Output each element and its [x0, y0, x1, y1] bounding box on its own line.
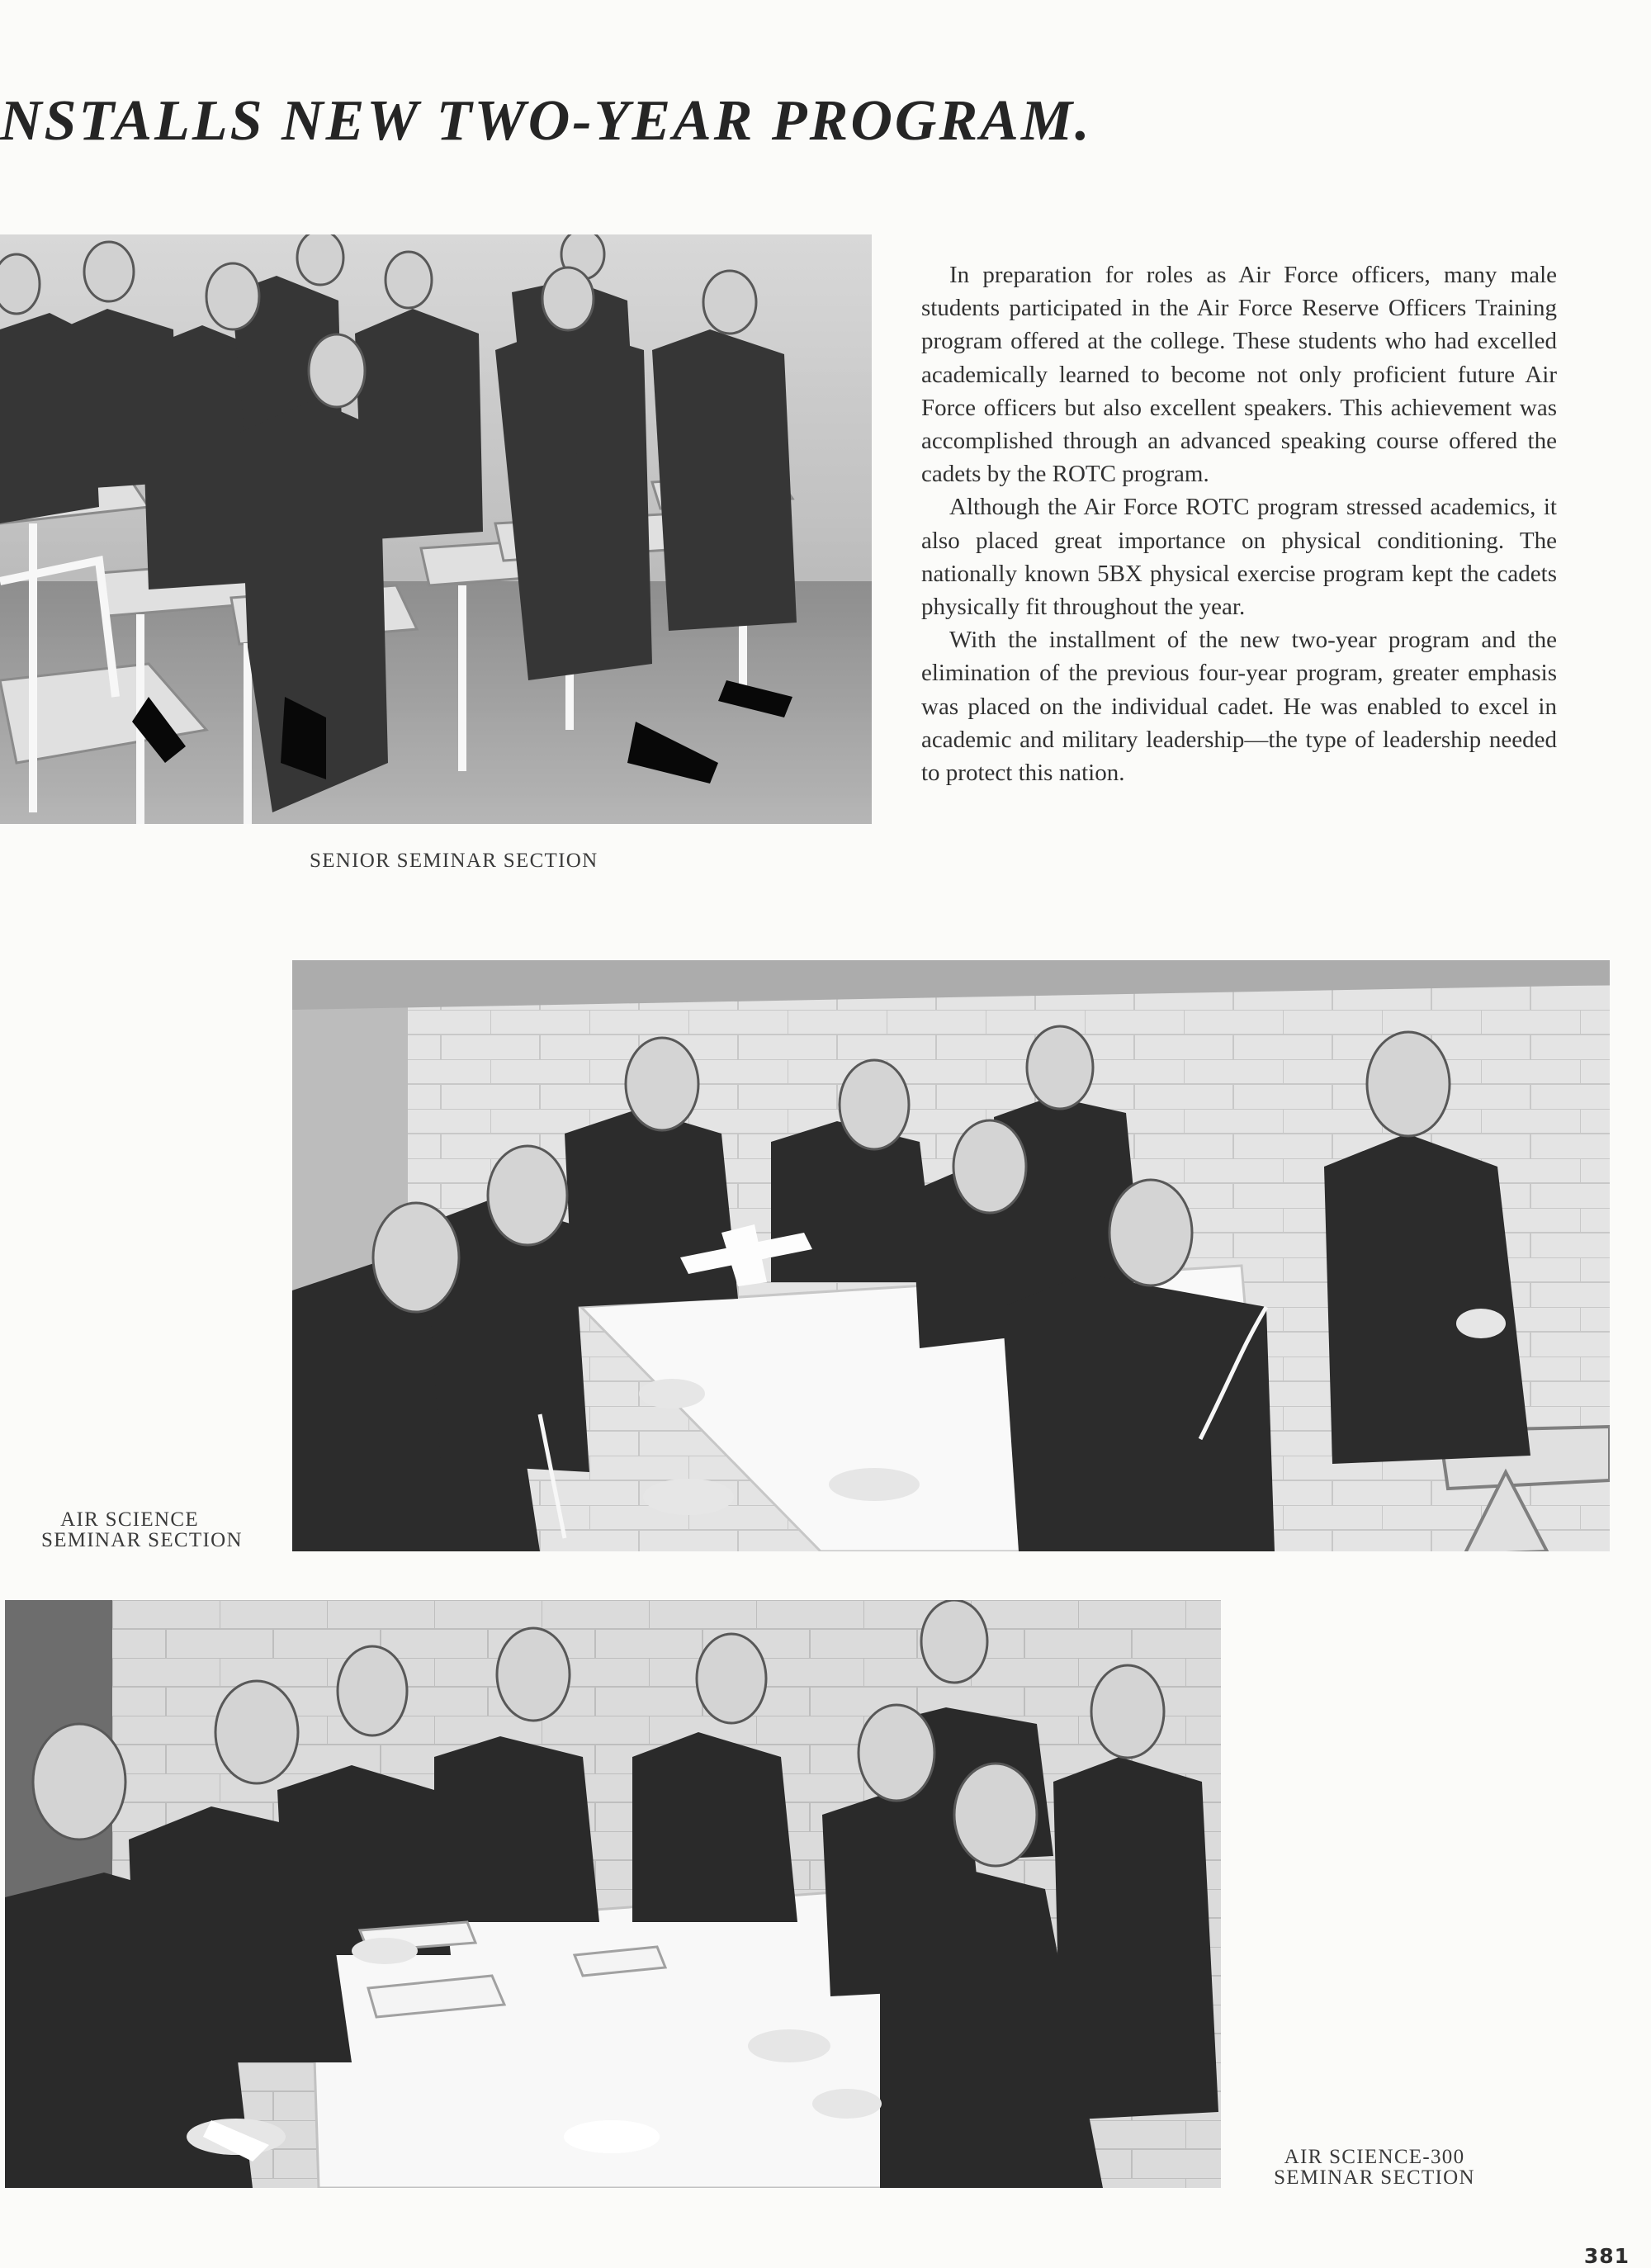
caption-line: AIR SCIENCE	[60, 1508, 199, 1531]
air-science-seminar-photo-image	[292, 960, 1610, 1551]
article-body	[921, 258, 1557, 789]
senior-seminar-caption: SENIOR SEMINAR SECTION	[310, 850, 598, 872]
article-paragraph: Although the Air Force ROTC program stressed academics, it also placed great importance on physical conditioning. The nationally known 5BX physical exercise program kept the cadets physically fit throughout the year.	[921, 494, 1557, 621]
air-science-300-seminar-photo	[5, 1600, 1221, 2188]
page-number: 381	[1583, 2244, 1630, 2268]
caption-line: SEMINAR SECTION	[1274, 2166, 1475, 2189]
article-paragraph: With the installment of the new two-year program and the elimination of the previous four-year program, greater emphasis was placed on the individual cadet. He was enabled to excel in academic and military leadership—the type of leadership needed to protect this nation.	[921, 627, 1557, 787]
air-science-300-seminar-photo-image	[5, 1600, 1221, 2188]
caption-line: AIR SCIENCE-300	[1284, 2146, 1465, 2168]
air-science-seminar-caption	[41, 1508, 243, 1551]
air-science-300-seminar-caption	[1267, 2147, 1482, 2188]
page-headline: NSTALLS NEW TWO-YEAR PROGRAM.	[0, 89, 1092, 153]
senior-seminar-photo-image	[0, 234, 872, 824]
senior-seminar-photo	[0, 234, 872, 824]
article-paragraph: In preparation for roles as Air Force officers, many male students participated in the Air Force Reserve Officers Training program offered at the college. These students who had excelled academically learned to become not only proficient future Air Force officers but also excellent speakers. This achievement was accomplished through an advanced speaking course offered the cadets by the ROTC program.	[921, 262, 1557, 488]
caption-line: SEMINAR SECTION	[41, 1529, 243, 1551]
air-science-seminar-photo	[292, 960, 1610, 1551]
